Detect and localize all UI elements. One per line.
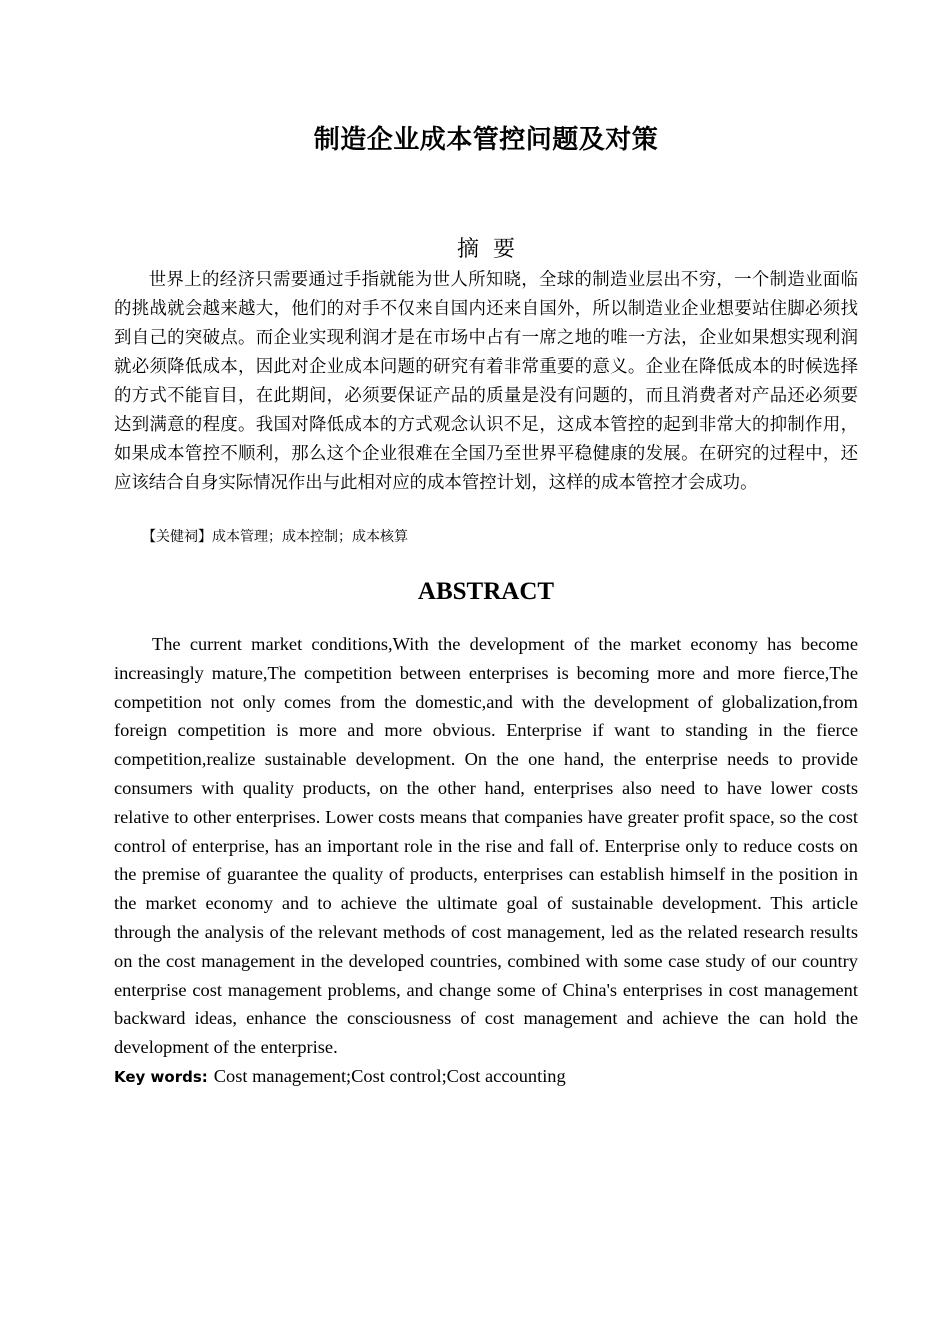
cn-abstract-heading: 摘要 (456, 237, 529, 262)
en-abstract-body: The current market conditions,With the development of the market economy has become increasingly mature,The competition between enterprises is becoming more and more fierce,The competition not only comes from the domestic,and with the development of globalization,from foreign competition is more and more obvious. Enterprise if want to standing in the fierce competition,realize sustainable development. On the one hand, the enterprise needs to provide consumers with quality products, on the other hand, enterprises also need to have lower costs relative to other enterprises. Lower costs means that companies have greater profit space, so the cost control of enterprise, has an important role in the rise and fall of. Enterprise only to reduce costs on the premise of guarantee the quality of products, enterprises can establish himself in the position in the market economy and to achieve the ultimate goal of sustainable development. This article through the analysis of the relevant methods of cost management, led as the related research results on the cost management in the developed countries, combined with some case study of our country enterprise cost management problems, and change some of China's enterprises in cost management backward ideas, enhance the consciousness of cost management and achieve the can hold the development of the enterprise. (114, 634, 858, 1058)
cn-keywords: 【关健祠】成本管理；成本控制；成本核算 (142, 529, 408, 545)
en-abstract-heading: ABSTRACT (417, 578, 555, 605)
cn-abstract-body: 世界上的经济只需要通过手指就能为世人所知晓，全球的制造业层出不穷，一个制造业面临的挑战就会越来越大，他们的对手不仅来自国内还来自国外，所以制造业企业想要站住脚必须找到自己的突破点。而企业实现利润才是在市场中占有一席之地的唯一方法，企业如果想实现利润就必须降低成本，因此对企业成本问题的研究有着非常重要的意义。企业在降低成本的时候选择的方式不能盲目，在此期间，必须要保证产品的质量是没有问题的，而且消费者对产品还必须要达到满意的程度。我国对降低成本的方式观念认识不足，这成本管控的起到非常大的抑制作用，如果成本管控不顺利，那么这个企业很难在全国乃至世界平稳健康的发展。在研究的过程中，还应该结合自身实际情况作出与此相对应的成本管控计划，这样的成本管控才会成功。 (114, 270, 858, 493)
en-keywords (114, 1063, 858, 1090)
en-keywords-label: Key words: (114, 1068, 208, 1086)
paper-title: 制造企业成本管控问题及对策 (313, 125, 659, 155)
en-keywords-value: Cost management;Cost control;Cost accounting (213, 1066, 566, 1086)
